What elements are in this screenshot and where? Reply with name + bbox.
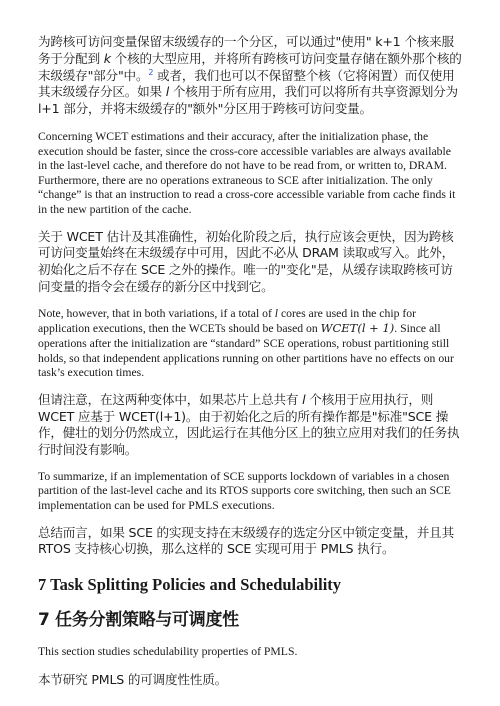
text-run: 但请注意，在这两种变体中，如果芯片上总共有	[38, 391, 303, 407]
math-wcet-formula: WCET(l + 1)	[320, 321, 395, 336]
paragraph-zh-summary: 总结而言，如果 SCE 的实现支持在末级缓存的选定分区中锁定变量，并且其 RTOS 支持核心切换，那么这样的 SCE 实现可用于 PMLS 执行。	[38, 524, 454, 557]
math-l: l	[165, 84, 170, 100]
text-run: 个核用于所有应用，我们可以将所有共享资源划分为 l+1 部分，并将末级缓存的"额外"分区用于跨核可访问变量。	[38, 84, 458, 117]
paragraph-en-summary: To summarize, if an implementation of SCE supports lockdown of variables in a chosen partition of the last-level cache and its RTOS supports core switching, then such an SCE implementation can be used for PMLS executions.	[38, 469, 451, 513]
text-run: Note, however, that in both variations, if a total of	[38, 306, 275, 320]
paragraph-en-note	[38, 307, 462, 381]
document-page	[38, 34, 462, 689]
math-l: l	[274, 306, 279, 320]
text-run: 或者，我们也可以不保留整个核（它将闲置）而仅使用其末级缓存分区。如果	[38, 67, 455, 100]
text-run: 为跨核可访问变量保留末级缓存的一个分区，可以通过"使用" k+1 个核来服务于分配到	[38, 34, 454, 66]
text-run: 个核的大型应用，并将所有跨核可访问变量存储在额外那个核的末级缓存"部分"中。	[38, 50, 462, 83]
section-heading-en: 7 Task Splitting Policies and Schedulability	[38, 575, 342, 595]
math-l: l	[302, 391, 306, 407]
paragraph-zh-wcet: 关于 WCET 估计及其准确性，初始化阶段之后，执行应该会更快，因为跨核可访问变量始终在末级缓存中可用，因此不必从 DRAM 读取或写入。此外，初始化之后不存在 SCE 之外的操作。唯一的"变化"是，从缓存读取跨核可访问变量的指令会在缓存的新分区中找到它。	[38, 228, 455, 294]
math-k: k	[103, 50, 111, 66]
paragraph-zh-partition	[38, 34, 462, 118]
text-run: . Since all operations after the initialization are “standard” SCE operations, robust partitioning still holds, so that independent applications running on other partitions have no effects on our task’s execution times.	[38, 322, 454, 380]
text-run: cores are used in the chip for application executions, then the WCETs should be based on	[38, 306, 416, 336]
paragraph-zh-note	[38, 392, 462, 459]
paragraph-zh-section-intro: 本节研究 PMLS 的可调度性性质。	[38, 671, 228, 687]
text-run: 个核用于应用执行，则 WCET 应基于 WCET(l+1)。由于初始化之后的所有操作都是"标准"SCE 操作，健壮的划分仍然成立，因此运行在其他分区上的独立应用对我们的任务执行时间没有影响。	[38, 391, 460, 458]
paragraph-en-wcet: Concerning WCET estimations and their accuracy, after the initialization phase, the execution should be faster, since the cross-core accessible variables are always available in the last-level cache, and therefore do not have to be read from, or written to, DRAM. Furthermore, there are no operations extraneous to SCE after initialization. The only “change” is that an instruction to read a cross-core accessible variable from cache finds it in the new partition of the cache.	[38, 129, 456, 216]
footnote-link[interactable]: 2	[148, 67, 154, 77]
paragraph-en-section-intro: This section studies schedulability properties of PMLS.	[38, 645, 298, 659]
section-heading-zh: 7 任务分割策略与可调度性	[38, 610, 239, 631]
